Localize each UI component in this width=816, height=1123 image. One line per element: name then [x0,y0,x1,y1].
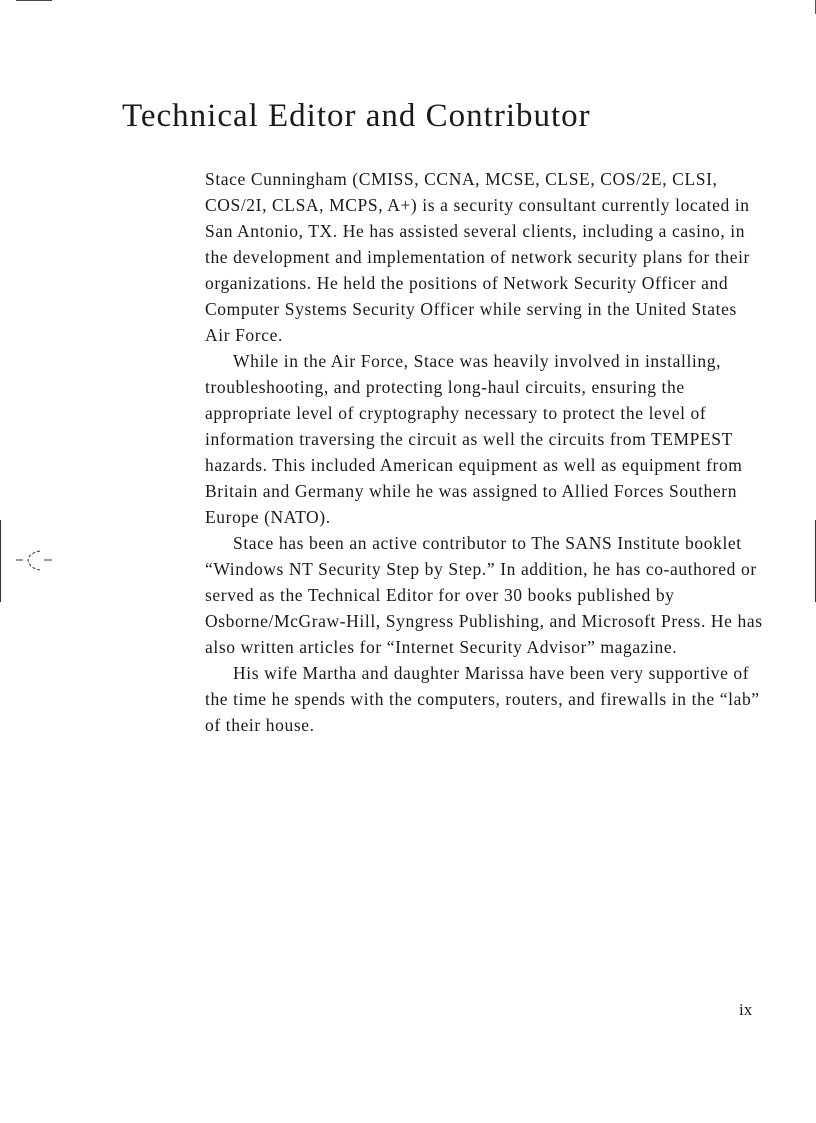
bio-paragraph: His wife Martha and daughter Marissa have been very supportive of the time he spends with the computers, routers, and firewalls in the “lab” of their house. [205,663,760,735]
bio-paragraph: While in the Air Force, Stace was heavily involved in installing, troubleshooting, and protecting long-haul circuits, ensuring the appropriate level of cryptography necessary to protect the level of information traversing the circuit as well the circuits from TEMPEST hazards. This included American equipment as well as equipment from Britain and Germany while he was assigned to Allied Forces Southern Europe (NATO). [205,351,743,527]
bio-paragraph: Stace Cunningham (CMISS, CCNA, MCSE, CLSE, COS/2E, CLSI, COS/2I, CLSA, MCPS, A+) is a security consultant currently located in San Antonio, TX. He has assisted several clients, including a casino, in the development and implementation of network security plans for their organizations. He held the positions of Network Security Officer and Computer Systems Security Officer while serving in the United States Air Force. [205,169,750,345]
registration-mark-icon [14,548,58,572]
bio-text [205,166,765,738]
crop-mark-top-left [16,0,52,3]
margin-rule-left [0,520,1,602]
page-number: ix [739,1000,753,1019]
bio-paragraph: Stace has been an active contributor to The SANS Institute booklet “Windows NT Security Step by Step.” In addition, he has co-authored or served as the Technical Editor for over 30 books published by Osborne/McGraw-Hill, Syngress Publishing, and Microsoft Press. He has also written articles for “Internet Security Advisor” magazine. [205,533,763,657]
page-title: Technical Editor and Contributor [122,98,591,134]
